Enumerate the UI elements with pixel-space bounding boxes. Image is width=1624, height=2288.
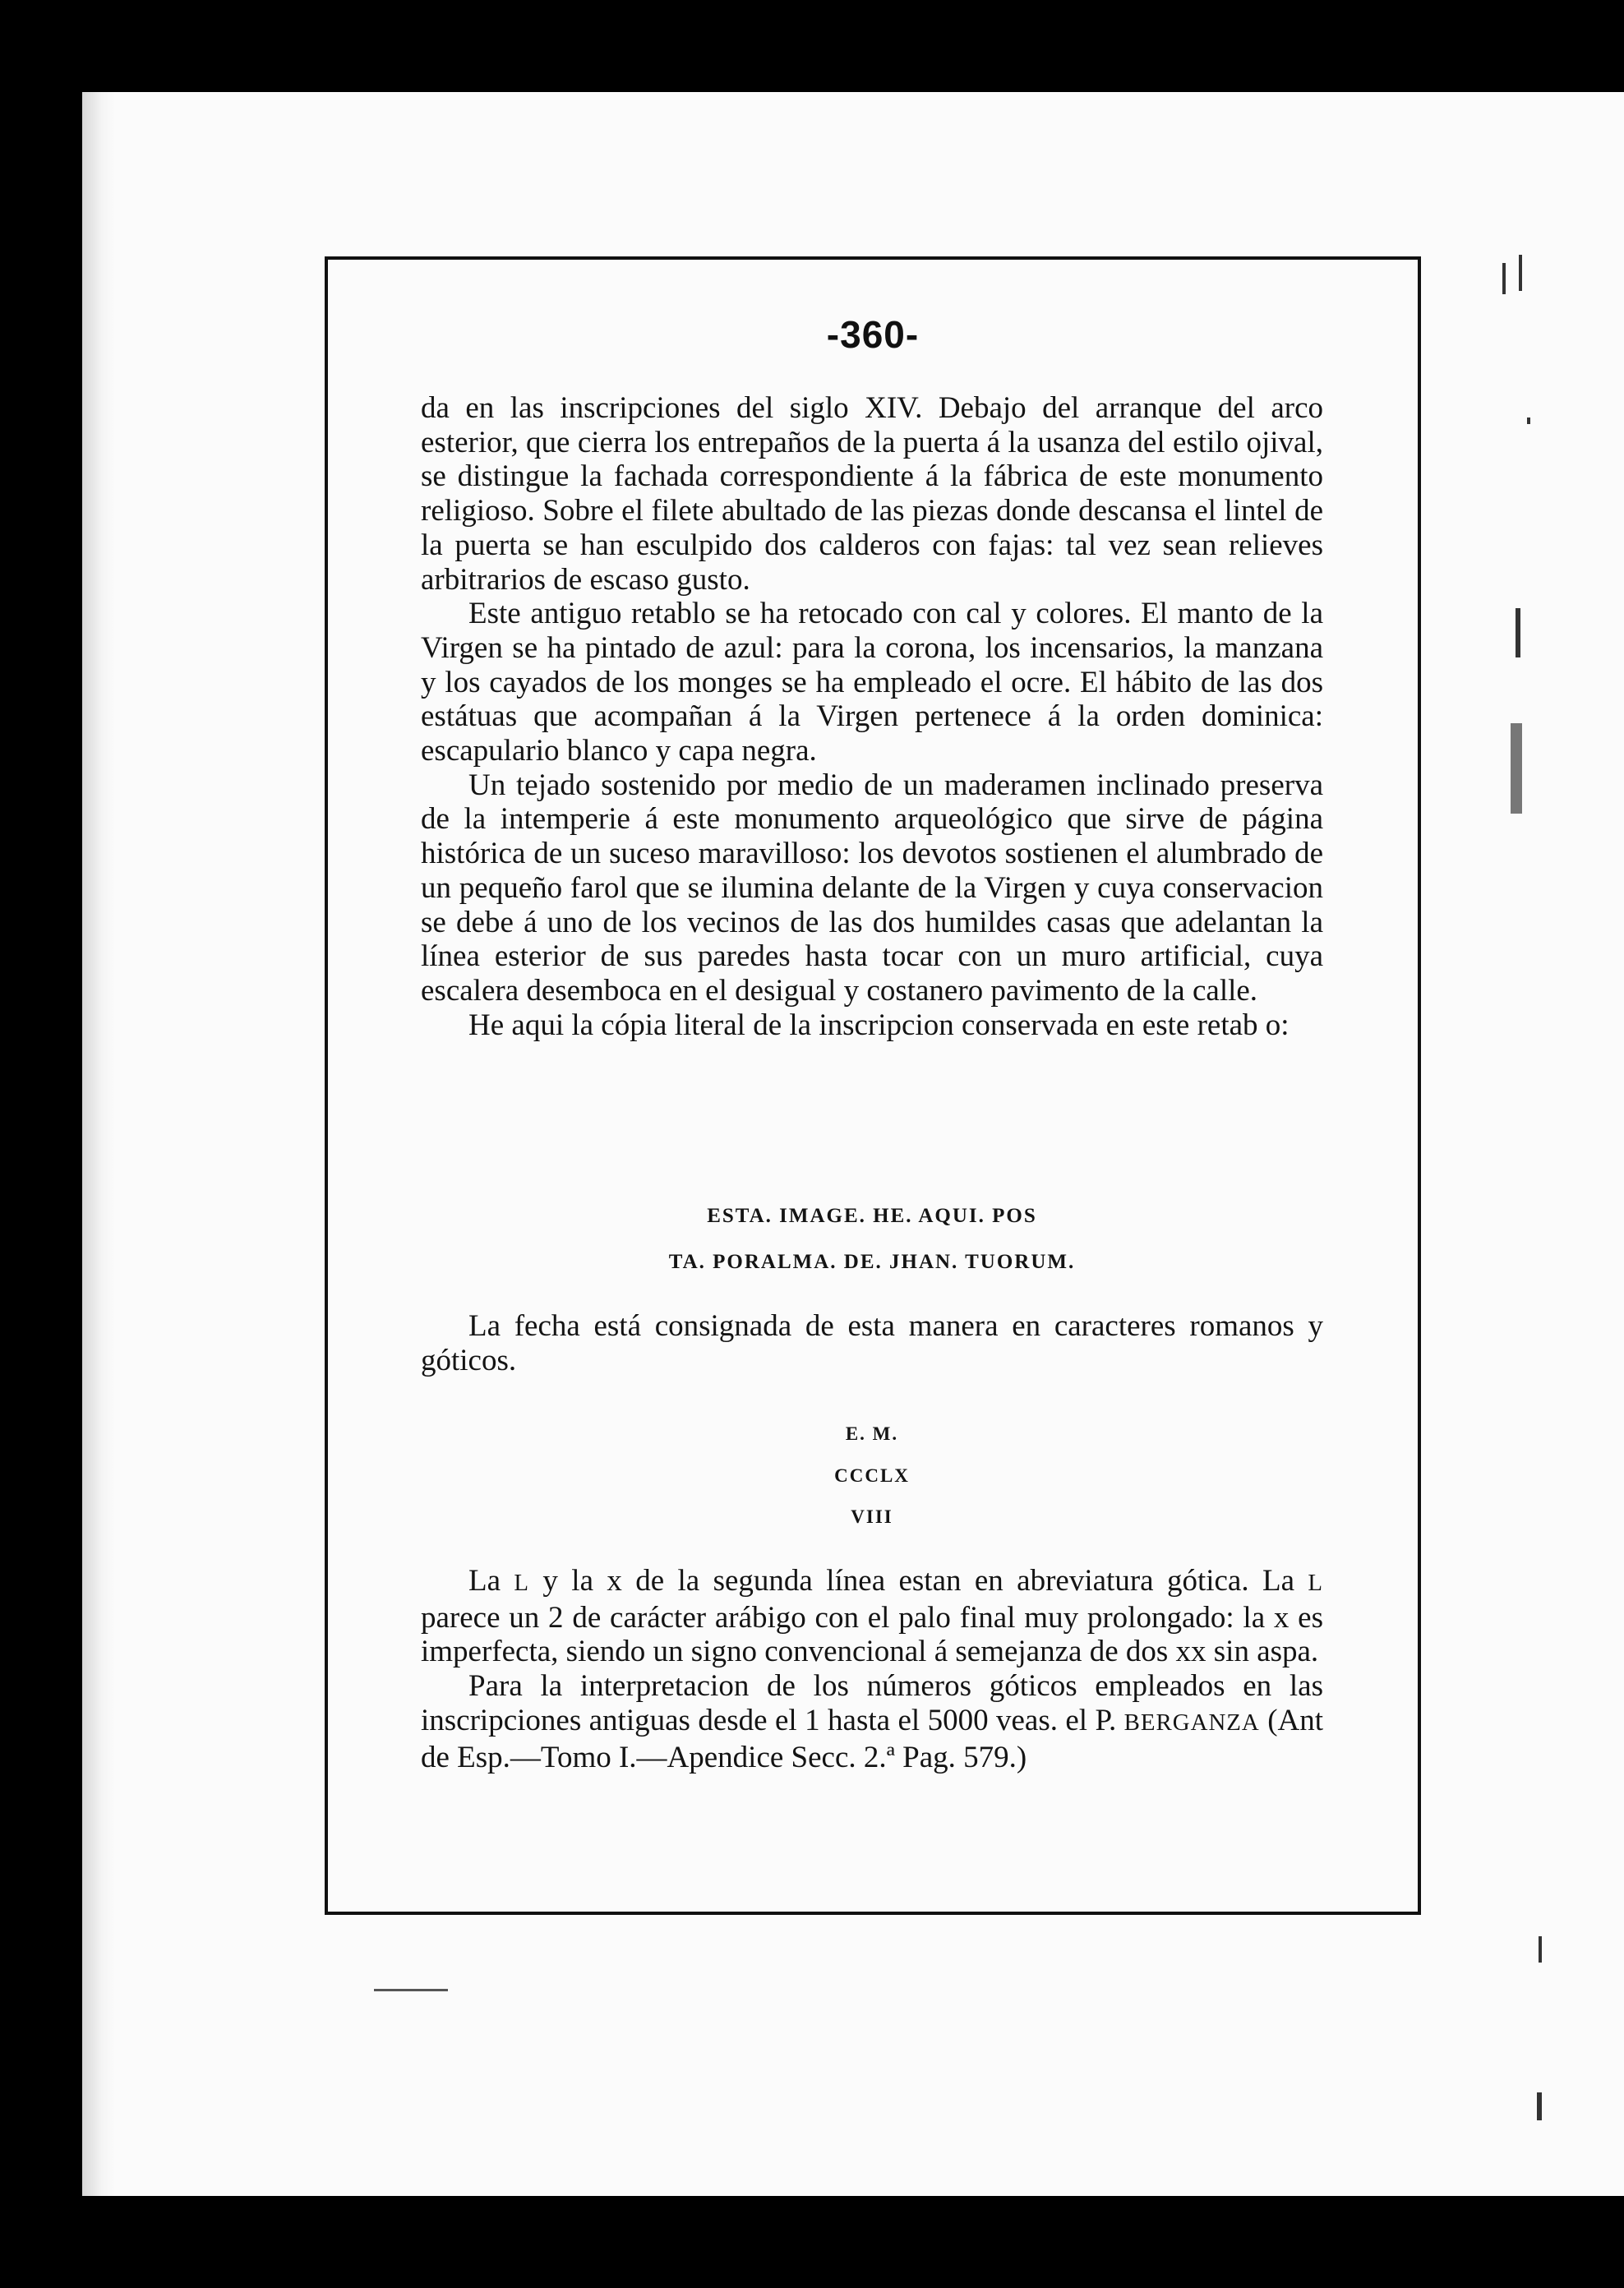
scan-mark <box>1516 608 1520 657</box>
small-caps-letter: L <box>1308 1570 1324 1596</box>
scan-mark <box>1539 1936 1542 1963</box>
date-line-2: CCCLX <box>834 1465 910 1486</box>
paragraph-2: Este antiguo retablo se ha retocado con cal y colores. El manto de la Virgen se ha pintado de azul: para la corona, los incensarios, la manzana y los cayados de los monges se ha empleado el ocre. El hábito de las dos estátuas que acompañan á la Virgen pertenece á la orden dominica: escapulario blanco y capa negra. <box>421 597 1323 768</box>
scan-mark <box>374 1989 448 1991</box>
scan-mark <box>1527 417 1530 424</box>
inscription-line-2: TA. PORALMA. DE. JHAN. TUORUM. <box>668 1251 1076 1273</box>
book-spine-shadow <box>82 92 115 2196</box>
body-text-lower <box>421 1564 1323 1774</box>
body-text-upper <box>421 391 1323 1042</box>
body-text-middle <box>421 1309 1323 1377</box>
author-name: BERGANZA <box>1123 1709 1260 1736</box>
paragraph-6-mid: y la x de la segunda línea estan en abreviatura gótica. La <box>542 1564 1294 1598</box>
paragraph-6-start: La <box>468 1564 501 1598</box>
scan-mark <box>1502 263 1506 294</box>
paragraph-7 <box>421 1669 1323 1774</box>
scan-mark <box>1537 2092 1542 2120</box>
inscription-line-1: ESTA. IMAGE. HE. AQUI. POS <box>707 1205 1037 1227</box>
paragraph-4: He aqui la cópia literal de la inscripcion conservada en este retab o: <box>468 1008 1290 1042</box>
date-line-3: VIII <box>851 1506 893 1527</box>
reference-citation: (Ant de Esp.—Tomo I.—Apendice Secc. 2.ª Pag. 579.) <box>421 1703 1324 1774</box>
paragraph-1: da en las inscripciones del siglo XIV. Debajo del arranque del arco esterior, que cierra los entrepaños de la puerta á la usanza del estilo ojival, se distingue la fachada correspondiente á la fábrica de este monumento religioso. Sobre el filete abultado de las piezas donde descansa el lintel de la puerta se han esculpido dos calderos con fajas: tal vez sean relieves arbitrarios de escaso gusto. <box>421 391 1323 597</box>
date-line-1: E. M. <box>845 1423 899 1444</box>
small-caps-letter: L <box>514 1570 530 1596</box>
paragraph-5: La fecha está consignada de esta manera en caracteres romanos y góticos. <box>421 1309 1323 1377</box>
scan-mark <box>1511 723 1522 814</box>
paragraph-7-main: Para la interpretacion de los números góticos empleados en las inscripciones antiguas desde el 1 hasta el 5000 veas. el P. <box>421 1669 1323 1737</box>
paragraph-6-end: parece un 2 de carácter arábigo con el palo final muy prolongado: la x es imperfecta, siendo un signo convencional á semejanza de dos xx sin aspa. <box>421 1600 1323 1669</box>
page-number: -360- <box>826 313 920 356</box>
paragraph-6 <box>421 1564 1323 1669</box>
scan-mark <box>1519 255 1522 291</box>
paragraph-3: Un tejado sostenido por medio de un maderamen inclinado preserva de la intemperie á este monumento arqueológico que sirve de página histórica de un suceso maravilloso: los devotos sostienen el alumbrado de un pequeño farol que se ilumina delante de la Virgen y cuya conservacion se debe á uno de los vecinos de las dos humildes casas que adelantan la línea esterior de sus paredes hasta tocar con un muro artificial, cuya escalera desemboca en el desigual y costanero pavimento de la calle. <box>421 768 1323 1008</box>
